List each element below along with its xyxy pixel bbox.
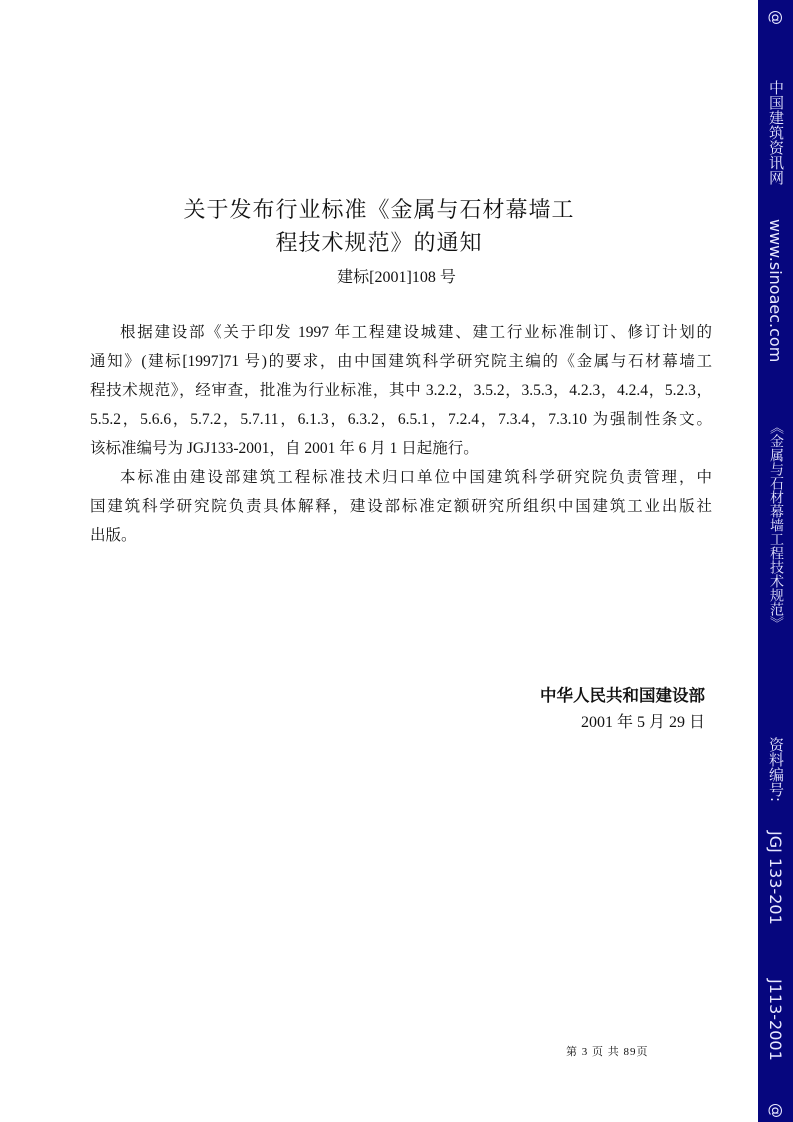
page-footer: 第 3 页 共 89页 [566,1046,649,1058]
paragraph-1-line: 程技术规范》，经审查，批准为行业标准，其中 3.2.2，3.5.2，3.5.3，4.2.3，4.2.4，5.2.3， [90,382,712,399]
sidebar-site-name: 中国建筑资讯网 [767,79,785,185]
paragraph-2-line: 本标准由建设部建筑工程标准技术归口单位中国建筑科学研究院负责管理，中 [120,469,712,486]
sidebar-banner [758,0,793,1122]
title-line-1: 关于发布行业标准《金属与石材幕墙工 [183,197,575,222]
sidebar-doc-title: 《金属与石材幕墙工程技术规范》 [768,419,784,630]
sidebar-doc-label: 资料编号: [767,737,785,803]
doc-number: 建标[2001]108 号 [337,269,456,286]
sidebar-url: www.sinoaec.com [766,219,785,363]
sidebar-at-bottom: @ [767,1102,785,1118]
paragraph-1-line: 通知》(建标[1997]71 号)的要求，由中国建筑科学研究院主编的《金属与石材幕墙工 [90,353,712,370]
title-line-2: 程技术规范》的通知 [275,230,483,255]
date: 2001 年 5 月 29 日 [580,714,705,731]
paragraph-1-line: 该标准编号为 JGJ133-2001，自 2001 年 6 月 1 日起施行。 [90,440,479,457]
sidebar-record-code: J113-2001 [766,978,785,1061]
paragraph-2-line: 出版。 [90,527,137,544]
signature: 中华人民共和国建设部 [540,686,705,705]
paragraph-1-line: 5.5.2，5.6.6，5.7.2，5.7.11，6.1.3，6.3.2，6.5.1，7.2.4，7.3.4，7.3.10 为强制性条文。 [90,411,712,428]
sidebar-doc-code: JGJ 133-201 [766,831,785,925]
paragraph-2-line: 国建筑科学研究院负责具体解释，建设部标准定额研究所组织中国建筑工业出版社 [90,498,712,515]
paragraph-1-line: 根据建设部《关于印发 1997 年工程建设城建、建工行业标准制订、修订计划的 [120,324,712,341]
sidebar-at-top: @ [767,10,785,25]
